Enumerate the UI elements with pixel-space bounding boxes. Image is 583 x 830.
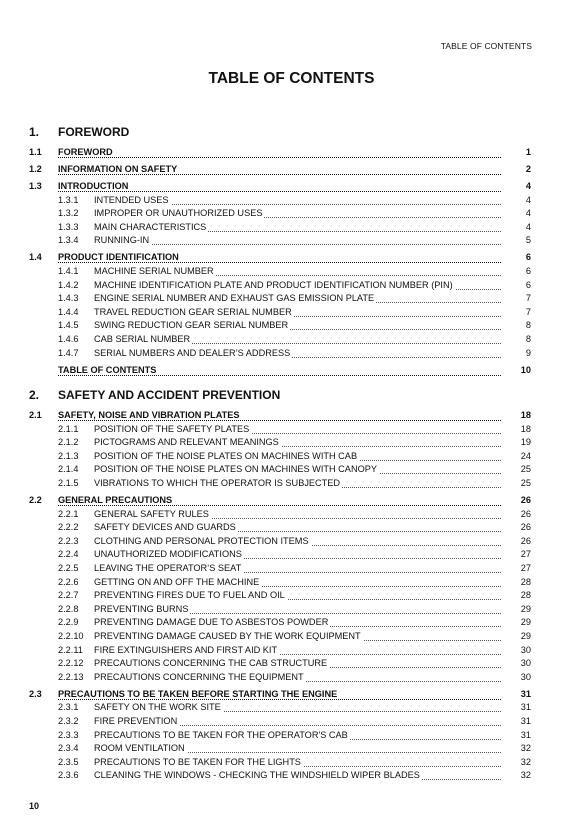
toc-subsection-entry[interactable] (29, 478, 531, 489)
toc-entry-number: 1.4 (29, 252, 42, 263)
toc-entry-title: GETTING ON AND OFF THE MACHINE (94, 576, 260, 587)
toc-entry-title: SAFETY DEVICES AND GUARDS (94, 522, 236, 533)
toc-entry-number: 1.2 (29, 164, 42, 174)
toc-entry-number: 1.4.6 (58, 334, 79, 344)
toc-subsection-entry[interactable] (29, 536, 531, 547)
toc-entry-number: 2.3.1 (58, 702, 79, 713)
toc-entry-page: 26 (520, 495, 531, 505)
toc-entry-title: CLOTHING AND PERSONAL PROTECTION ITEMS (94, 535, 309, 546)
toc-entry-page: 4 (525, 208, 531, 219)
toc-subsection-entry[interactable] (29, 577, 531, 588)
toc-entry-title-line (58, 181, 501, 192)
toc-entry-number: 1.3.1 (58, 194, 79, 205)
toc-entry-title: LEAVING THE OPERATOR’S SEAT (94, 563, 242, 573)
toc-entry-title-line (58, 410, 501, 421)
toc-entry-page: 19 (520, 437, 531, 448)
toc-entry-title: MAIN CHARACTERISTICS (94, 221, 207, 232)
toc-entry-title-line (94, 716, 501, 727)
toc-entry-number: 1.4.1 (58, 266, 79, 276)
toc-entry-title-line (94, 536, 501, 547)
toc-entry-number: 2.3.6 (58, 770, 79, 781)
toc-entry-page: 30 (520, 644, 531, 655)
toc-entry-title-line (94, 730, 501, 741)
toc-section-entry[interactable] (29, 495, 531, 506)
toc-entry-page: 18 (520, 410, 531, 420)
toc-entry-number: 1.3.3 (58, 221, 79, 232)
toc-subsection-entry[interactable] (29, 307, 531, 318)
toc-entry-number: 2.2.3 (58, 535, 79, 546)
toc-entry-page: 9 (525, 347, 531, 358)
toc-entry-title-line (94, 222, 501, 233)
toc-entry-page: 27 (520, 563, 531, 573)
toc-entry-page: 18 (520, 423, 531, 434)
toc-entry-number: 1.4.2 (58, 279, 79, 290)
toc-entry-title-line (94, 208, 501, 219)
toc-subsection-entry[interactable] (29, 451, 531, 462)
toc-entry-title: SERIAL NUMBERS AND DEALER’S ADDRESS (94, 347, 291, 358)
toc-subsection-entry[interactable] (29, 702, 531, 713)
toc-entry-number: 2.1.3 (58, 450, 79, 461)
toc-entry-number: 2.2 (29, 495, 42, 505)
toc-section-entry[interactable] (29, 147, 531, 158)
toc-entry-number: 2.2.12 (58, 658, 84, 669)
toc-entry-title-line (94, 451, 501, 462)
toc-subsection-entry[interactable] (29, 293, 531, 304)
toc-subsection-entry[interactable] (29, 658, 531, 669)
toc-entry-page: 29 (520, 603, 531, 614)
toc-entry-title: GENERAL SAFETY RULES (94, 508, 209, 519)
toc-entry-number: 1.4.3 (58, 293, 79, 304)
toc-entry-page: 24 (520, 450, 531, 461)
toc-subsection-entry[interactable] (29, 464, 531, 475)
toc-entry-title: PRECAUTIONS CONCERNING THE CAB STRUCTURE (94, 658, 328, 669)
toc-entry-title-line (94, 320, 501, 331)
toc-subsection-entry[interactable] (29, 266, 531, 277)
toc-entry-title: FOREWORD (58, 147, 113, 157)
toc-entry-page: 1 (525, 147, 531, 157)
toc-entry-title: TRAVEL REDUCTION GEAR SERIAL NUMBER (94, 306, 292, 317)
toc-entry-number: 2.1.4 (58, 464, 79, 475)
toc-subsection-entry[interactable] (29, 235, 531, 246)
toc-entry-title-line (94, 563, 501, 574)
toc-entry-page: 2 (525, 164, 531, 174)
toc-entry-title-line (94, 702, 501, 713)
toc-entry-page: 7 (525, 306, 531, 317)
toc-entry-title-line (94, 334, 501, 345)
toc-entry-page: 4 (525, 181, 531, 191)
toc-entry-page: 28 (520, 576, 531, 587)
toc-entry-number: 1.3.2 (58, 208, 79, 219)
toc-entry-title-line (94, 293, 501, 304)
toc-entry-number: 2.2.2 (58, 522, 79, 533)
toc-entry-title-line (58, 365, 501, 376)
toc-entry-page: 5 (525, 235, 531, 246)
toc-entry-title: FIRE EXTINGUISHERS AND FIRST AID KIT (94, 644, 278, 655)
toc-subsection-entry[interactable] (29, 631, 531, 642)
toc-entry-title-line (94, 307, 501, 318)
toc-entry-page: 4 (525, 194, 531, 205)
toc-entry-title-line (58, 147, 501, 158)
toc-leader-dots (94, 244, 501, 245)
toc-entry-number: 1.4.7 (58, 347, 79, 358)
toc-entry-page: 32 (520, 743, 531, 754)
toc-entry-number: 2.1 (29, 410, 42, 420)
toc-entry-page: 32 (520, 770, 531, 781)
chapter-number: 1. (29, 125, 40, 139)
toc-subsection-entry[interactable] (29, 757, 531, 768)
toc-entry-title: INFORMATION ON SAFETY (58, 164, 178, 174)
toc-entry-number: 2.2.6 (58, 576, 79, 587)
toc-entry-title: VIBRATIONS TO WHICH THE OPERATOR IS SUBJECTED (94, 478, 341, 488)
toc-entry-number: 2.2.9 (58, 617, 79, 628)
toc-section-entry[interactable] (29, 689, 531, 700)
toc-entry-page: 30 (520, 658, 531, 669)
toc-entry-title-line (94, 195, 501, 206)
toc-entry-number: 2.2.5 (58, 563, 79, 573)
toc-subsection-entry[interactable] (29, 348, 531, 359)
toc-entry-title: PREVENTING DAMAGE DUE TO ASBESTOS POWDER (94, 617, 329, 628)
toc-entry-title: POSITION OF THE NOISE PLATES ON MACHINES WITH CAB (94, 450, 358, 461)
toc-entry-title-line (94, 590, 501, 601)
chapter-heading (29, 125, 534, 139)
toc-section-entry[interactable] (29, 164, 531, 175)
toc-entry-title: PREVENTING DAMAGE CAUSED BY THE WORK EQUIPMENT (94, 631, 361, 641)
toc-entry-title: POSITION OF THE NOISE PLATES ON MACHINES WITH CANOPY (94, 464, 377, 475)
toc-subsection-entry[interactable] (29, 208, 531, 219)
toc-entry-title-line (94, 658, 501, 669)
toc-entry-title: INTENDED USES (94, 194, 169, 205)
toc-subsection-entry[interactable] (29, 280, 531, 291)
toc-entry-number: 2.1.1 (58, 423, 79, 434)
toc-entry-title-line (94, 348, 501, 359)
toc-entry-title: SAFETY ON THE WORK SITE (94, 702, 221, 713)
toc-entry-page: 31 (520, 688, 531, 699)
toc-entry-title: SWING REDUCTION GEAR SERIAL NUMBER (94, 320, 289, 331)
toc-entry-title: INTRODUCTION (58, 181, 129, 191)
toc-entry-page: 8 (525, 334, 531, 344)
toc-entry-title: CLEANING THE WINDOWS - CHECKING THE WINDSHIELD WIPER BLADES (94, 770, 420, 781)
toc-subsection-entry[interactable] (29, 424, 531, 435)
toc-entry-title: MACHINE IDENTIFICATION PLATE AND PRODUCT IDENTIFICATION NUMBER (PIN) (94, 279, 453, 290)
toc-entry-number: 1.4.5 (58, 320, 79, 331)
toc-section-entry[interactable] (29, 410, 531, 421)
toc-entry-title: PRECAUTIONS CONCERNING THE EQUIPMENT (94, 671, 304, 682)
toc-entry-title: UNAUTHORIZED MODIFICATIONS (94, 549, 242, 560)
toc-subsection-entry[interactable] (29, 437, 531, 448)
toc-subsection-entry[interactable] (29, 716, 531, 727)
toc-entry-page: 8 (525, 320, 531, 331)
toc-entry-title: PREVENTING BURNS (94, 603, 189, 614)
toc-subsection-entry[interactable] (29, 334, 531, 345)
toc-entry-title-line (58, 164, 501, 175)
toc-entry-page: 31 (520, 716, 531, 726)
toc-entry-title-line (94, 672, 501, 683)
toc-entry-title-line (94, 770, 501, 781)
chapter-title: SAFETY AND ACCIDENT PREVENTION (58, 388, 281, 402)
toc-entry-title-line (94, 549, 501, 560)
toc-entry-title-line (58, 689, 501, 700)
toc-subsection-entry[interactable] (29, 590, 531, 601)
toc-entry-page: 25 (520, 464, 531, 475)
toc-entry-title: ENGINE SERIAL NUMBER AND EXHAUST GAS EMISSION PLATE (94, 293, 375, 304)
toc-subsection-entry[interactable] (29, 222, 531, 233)
toc-entry-number: 1.4.4 (58, 306, 79, 317)
toc-entry-page: 28 (520, 590, 531, 601)
toc-entry-page: 29 (520, 631, 531, 641)
toc-entry-title: ROOM VENTILATION (94, 743, 185, 754)
toc-entry-title: PREVENTING FIRES DUE TO FUEL AND OIL (94, 590, 285, 601)
toc-entry-title-line (94, 645, 501, 656)
toc-entry-title: RUNNING-IN (94, 235, 150, 246)
toc-entry-number: 2.2.10 (58, 631, 84, 641)
toc-subsection-entry[interactable] (29, 672, 531, 683)
toc-entry-number: 2.1.2 (58, 437, 79, 448)
toc-subsection-entry[interactable] (29, 645, 531, 656)
toc-entry-title: PICTOGRAMS AND RELEVANT MEANINGS (94, 437, 279, 448)
toc-subsection-entry[interactable] (29, 743, 531, 754)
toc-entry-page: 30 (520, 671, 531, 682)
chapter-number: 2. (29, 388, 40, 402)
page-title: TABLE OF CONTENTS (208, 70, 375, 87)
toc-entry-title-line (94, 522, 501, 533)
toc-entry-title-line (94, 464, 501, 475)
toc-entry-title: PRECAUTIONS TO BE TAKEN FOR THE LIGHTS (94, 756, 301, 767)
toc-entry-title: TABLE OF CONTENTS (58, 364, 157, 375)
toc-entry-title-line (58, 252, 501, 263)
toc-entry-title: IMPROPER OR UNAUTHORIZED USES (94, 208, 263, 219)
toc-entry-title-line (94, 280, 501, 291)
toc-entry-title-line (94, 235, 501, 246)
running-head: TABLE OF CONTENTS (440, 41, 532, 51)
toc-entry-page: 26 (520, 508, 531, 519)
toc-section-entry[interactable] (29, 252, 531, 263)
toc-entry-title-line (94, 577, 501, 588)
toc-entry-number: 2.2.13 (58, 671, 84, 682)
toc-entry-number: 1.1 (29, 147, 42, 157)
toc-entry-title: POSITION OF THE SAFETY PLATES (94, 423, 250, 434)
toc-entry-page: 26 (520, 522, 531, 533)
toc-entry-page: 32 (520, 756, 531, 767)
toc-entry-number: 1.3 (29, 181, 42, 191)
toc-subsection-entry[interactable] (29, 549, 531, 560)
toc-entry-title-line (58, 495, 501, 506)
toc-entry-page: 31 (520, 702, 531, 713)
toc-entry-number: 2.3.5 (58, 756, 79, 767)
toc-entry-number: 2.3 (29, 688, 42, 699)
toc-entry-number: 2.3.3 (58, 729, 79, 740)
toc-subsection-entry[interactable] (29, 320, 531, 331)
toc-entry-number: 2.2.11 (58, 644, 83, 655)
toc-subsection-entry[interactable] (29, 730, 531, 741)
chapter-title: FOREWORD (58, 125, 130, 139)
toc-entry-title: SAFETY, NOISE AND VIBRATION PLATES (58, 410, 240, 420)
toc-entry-number: 2.3.2 (58, 716, 79, 726)
chapter-heading (29, 388, 534, 402)
toc-entry-page: 10 (520, 364, 531, 375)
toc-entry-page: 26 (520, 535, 531, 546)
toc-entry-title-line (94, 757, 501, 768)
toc-entry-number: 2.2.1 (58, 508, 79, 519)
toc-entry-title: PRECAUTIONS TO BE TAKEN BEFORE STARTING THE ENGINE (58, 688, 338, 699)
toc-subsection-entry[interactable] (29, 770, 531, 781)
toc-entry-title-line (94, 604, 501, 615)
toc-entry-page: 6 (525, 266, 531, 276)
toc-entry-title: CAB SERIAL NUMBER (94, 334, 191, 344)
toc-entry-number: 2.2.7 (58, 590, 79, 601)
toc-entry-title-line (94, 617, 501, 628)
toc-entry-page: 4 (525, 221, 531, 232)
toc-subsection-entry[interactable] (29, 522, 531, 533)
toc-entry-page: 6 (525, 252, 531, 263)
toc-section-entry[interactable] (29, 181, 531, 192)
toc-entry-number: 2.2.4 (58, 549, 79, 560)
toc-subsection-entry[interactable] (29, 617, 531, 628)
toc-entry-page: 6 (525, 279, 531, 290)
toc-entry-title: PRECAUTIONS TO BE TAKEN FOR THE OPERATOR'S CAB (94, 729, 348, 740)
toc-entry-number: 2.1.5 (58, 478, 79, 488)
toc-entry-page: 7 (525, 293, 531, 304)
toc-entry-page: 29 (520, 617, 531, 628)
toc-entry-title: PRODUCT IDENTIFICATION (58, 252, 179, 263)
toc-entry-page: 27 (520, 549, 531, 560)
toc-entry-title: MACHINE SERIAL NUMBER (94, 266, 214, 276)
toc-subsection-entry[interactable] (29, 195, 531, 206)
toc-entry-title-line (94, 631, 501, 642)
toc-entry-title-line (94, 478, 501, 489)
toc-entry-title-line (94, 437, 501, 448)
toc-entry-title-line (94, 266, 501, 277)
page-number: 10 (29, 801, 40, 811)
toc-entry-page: 25 (520, 478, 531, 488)
toc-entry-title-line (94, 743, 501, 754)
toc-entry-title-line (94, 424, 501, 435)
toc-entry-title: FIRE PREVENTION (94, 716, 178, 726)
toc-section-entry[interactable] (29, 365, 531, 376)
toc-subsection-entry[interactable] (29, 604, 531, 615)
toc-entry-title-line (94, 509, 501, 520)
toc-entry-number: 2.2.8 (58, 603, 79, 614)
toc-subsection-entry[interactable] (29, 563, 531, 574)
toc-entry-number: 1.3.4 (58, 235, 79, 246)
toc-entry-page: 31 (520, 729, 531, 740)
toc-entry-number: 2.3.4 (58, 743, 79, 754)
toc-entry-title: GENERAL PRECAUTIONS (58, 495, 173, 505)
toc-subsection-entry[interactable] (29, 509, 531, 520)
